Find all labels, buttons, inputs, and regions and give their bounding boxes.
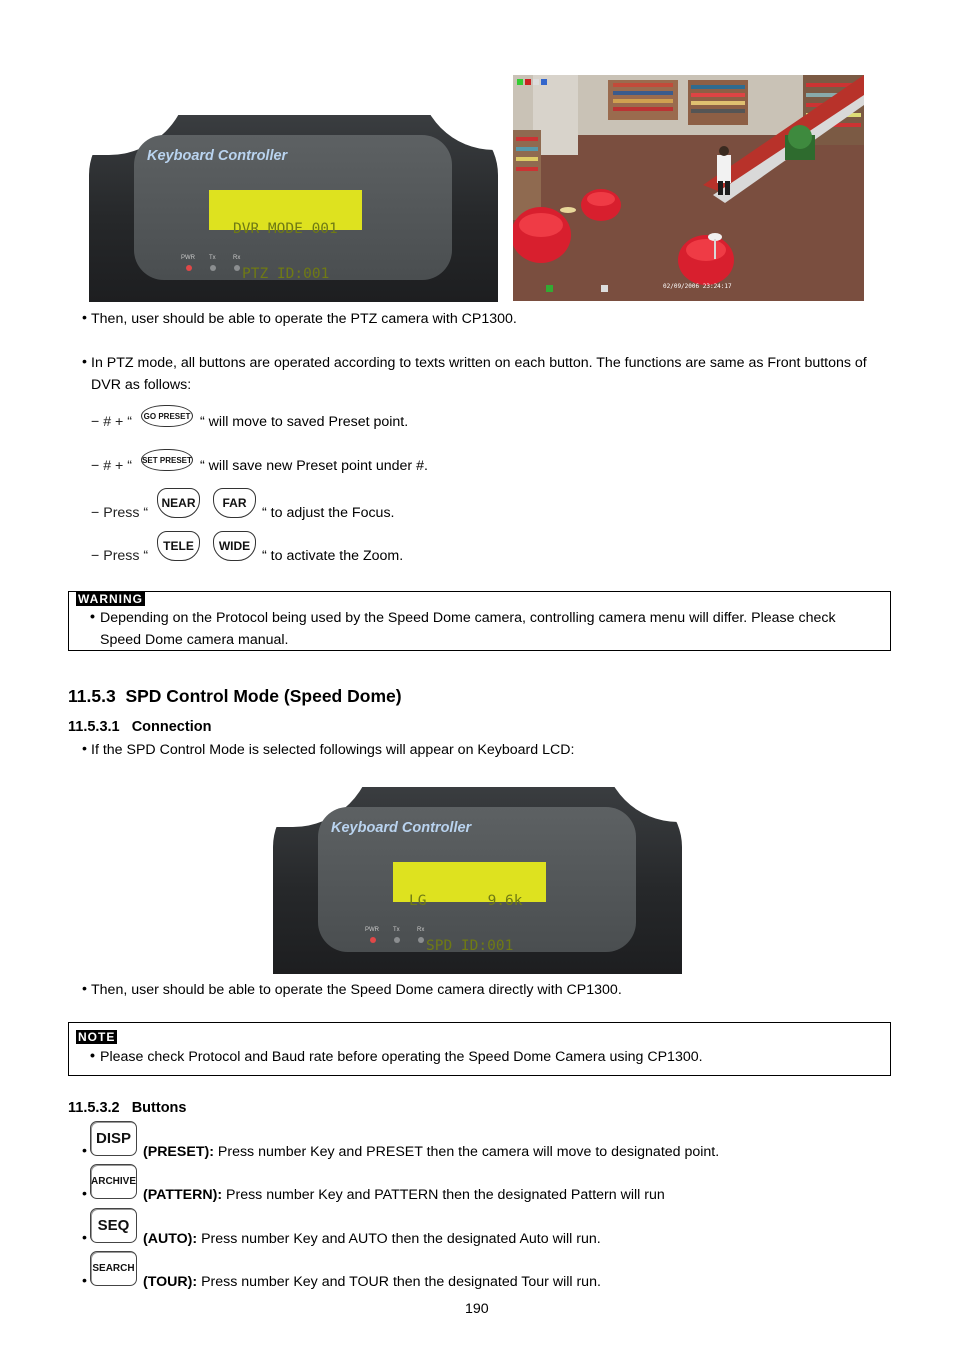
focus-row-text: “ to adjust the Focus. [262, 505, 395, 521]
buttons-title: Buttons [131, 1100, 187, 1116]
lcd-line-2: PTZ ID:001 [242, 266, 330, 282]
pattern-button-label: (PATTERN): [143, 1187, 223, 1203]
section-heading [68, 686, 402, 707]
buttons-number: 11.5.3.2 [68, 1100, 120, 1116]
library-scene [513, 75, 864, 301]
tour-button-label: (TOUR): [143, 1274, 198, 1290]
bullet: • [82, 1230, 87, 1246]
ptz-mode-text-line1: In PTZ mode, all buttons are operated according to texts written on each button. The functions are same as Front buttons of [91, 355, 867, 371]
tele-key-icon: TELE [157, 531, 200, 561]
pwr-indicator-label: PWR [365, 927, 379, 933]
ptz-mode-text-line2: DVR as follows: [91, 377, 192, 393]
connection-number: 11.5.3.1 [68, 719, 120, 735]
go-preset-key-icon: GO PRESET [141, 405, 193, 427]
preset-button-desc [143, 1143, 719, 1161]
spd-mode-text: If the SPD Control Mode is selected followings will appear on Keyboard LCD: [91, 742, 575, 758]
connection-title: Connection [131, 719, 212, 735]
set-preset-row-lead: − # + “ [91, 458, 133, 474]
zoom-row-text: “ to activate the Zoom. [262, 548, 404, 564]
archive-key-icon: ARCHIVE [90, 1164, 137, 1199]
auto-button-label: (AUTO): [143, 1231, 198, 1247]
preset-button-label: (PRESET): [143, 1144, 214, 1160]
keyboard-lcd-photo-dvr-mode [89, 115, 498, 302]
pwr-indicator-label: PWR [181, 255, 195, 261]
note-tag: NOTE [78, 1030, 116, 1044]
preset-row-text: “ will move to saved Preset point. [200, 414, 409, 430]
disp-key-icon: DISP [90, 1121, 137, 1156]
ptz-operate-text: Then, user should be able to operate the PTZ camera with CP1300. [91, 311, 517, 327]
set-preset-key-icon: SET PRESET [141, 449, 193, 471]
tx-led [394, 937, 400, 943]
search-key-icon: SEARCH [90, 1251, 137, 1286]
warning-text-line2: Speed Dome camera manual. [100, 632, 289, 648]
page-number: 190 [465, 1301, 489, 1317]
warning-text-line1: Depending on the Protocol being used by the Speed Dome camera, controlling camera menu will differ. Please check [100, 610, 836, 626]
connection-heading [68, 719, 211, 735]
pwr-led [186, 265, 192, 271]
focus-row-lead: − Press “ [91, 505, 149, 521]
tx-indicator-label: Tx [209, 255, 216, 261]
buttons-heading [68, 1100, 186, 1116]
camera-timestamp: 02/09/2006 23:24:17 [663, 283, 732, 290]
bullet: • [90, 609, 95, 625]
tour-button-text: Press number Key and TOUR then the designated Tour will run. [201, 1274, 601, 1290]
zoom-row-lead: − Press “ [91, 548, 149, 564]
spd-operate-text: Then, user should be able to operate the Speed Dome camera directly with CP1300. [91, 982, 622, 998]
auto-button-text: Press number Key and AUTO then the designated Auto will run. [201, 1231, 601, 1247]
preset-button-text: Press number Key and PRESET then the camera will move to designated point. [217, 1144, 720, 1160]
bullet: • [82, 354, 87, 370]
bullet: • [82, 1143, 87, 1159]
rx-indicator-label: Rx [233, 255, 241, 261]
rx-led [234, 265, 240, 271]
rx-indicator-label: Rx [417, 927, 425, 933]
pwr-led [370, 937, 376, 943]
far-key-icon: FAR [213, 488, 256, 518]
pattern-button-desc [143, 1186, 665, 1204]
auto-button-desc [143, 1230, 601, 1248]
section-title: SPD Control Mode (Speed Dome) [125, 686, 402, 706]
section-number: 11.5.3 [68, 686, 116, 706]
note-text: Please check Protocol and Baud rate before operating the Speed Dome Camera using CP1300. [100, 1049, 703, 1065]
bullet: • [82, 1186, 87, 1202]
bullet: • [82, 310, 87, 326]
bullet: • [90, 1048, 95, 1064]
bullet: • [82, 1273, 87, 1289]
ptz-camera-view-photo [513, 75, 864, 301]
lcd-line-2: SPD ID:001 [426, 938, 514, 954]
keyboard-lcd-photo-spd-mode [273, 787, 682, 974]
tx-indicator-label: Tx [393, 927, 400, 933]
near-key-icon: NEAR [157, 488, 200, 518]
preset-row-lead: − # + “ [91, 414, 133, 430]
tour-button-desc [143, 1273, 601, 1291]
warning-tag: WARNING [78, 592, 143, 606]
bullet: • [82, 741, 87, 757]
lcd-line-1: LG 9.6k [409, 893, 523, 909]
lcd-line-1: DVR MODE 001 [233, 221, 338, 237]
tx-led [210, 265, 216, 271]
set-preset-row-text: “ will save new Preset point under #. [200, 458, 428, 474]
lcd-brand-label: Keyboard Controller [331, 820, 472, 836]
rx-led [418, 937, 424, 943]
lcd-brand-label: Keyboard Controller [147, 148, 288, 164]
pattern-button-text: Press number Key and PATTERN then the designated Pattern will run [226, 1187, 665, 1203]
bullet: • [82, 981, 87, 997]
seq-key-icon: SEQ [90, 1208, 137, 1243]
wide-key-icon: WIDE [213, 531, 256, 561]
